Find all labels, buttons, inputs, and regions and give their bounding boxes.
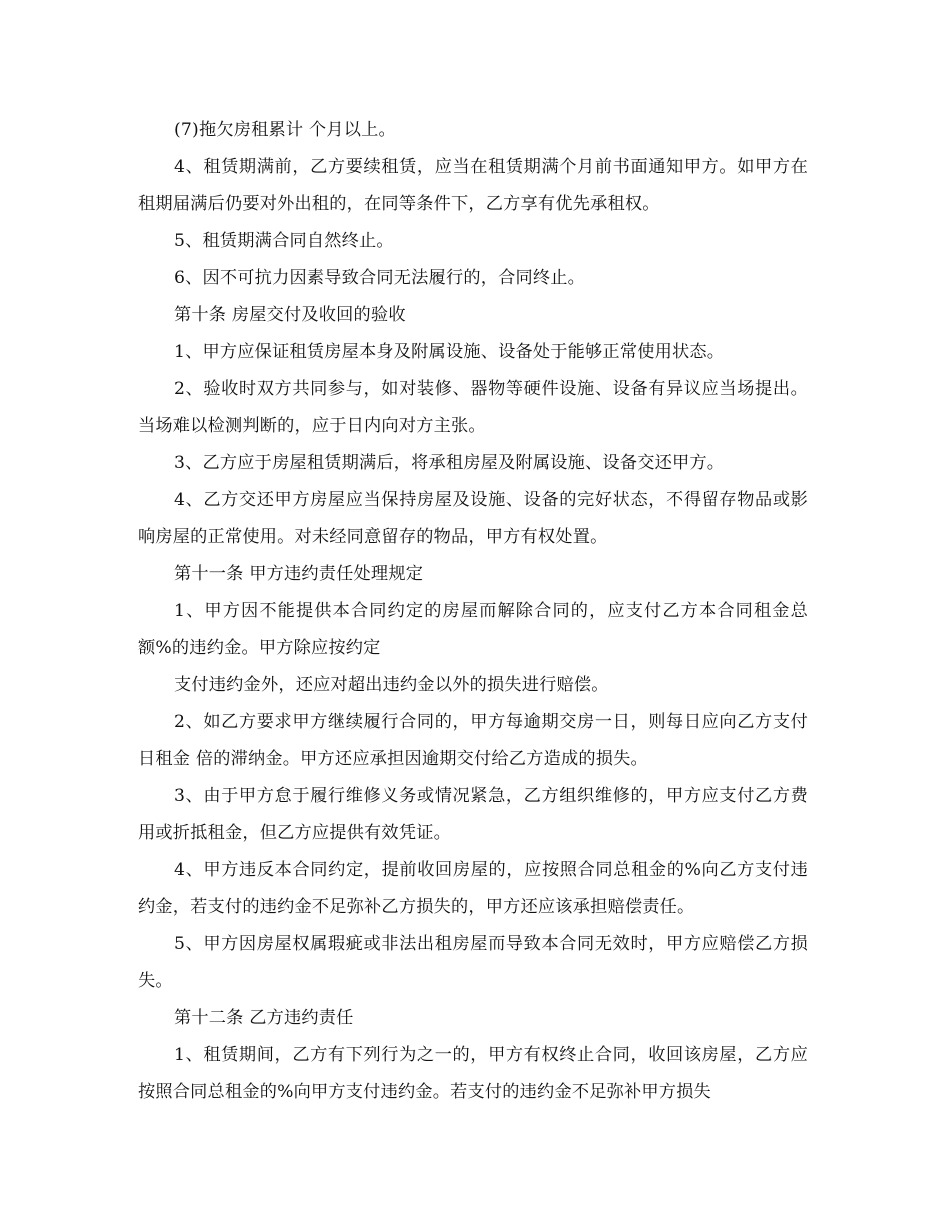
clause-11-1-cont: 支付违约金外，还应对超出违约金以外的损失进行赔偿。: [174, 675, 609, 695]
clause-10-1: 1、甲方应保证租赁房屋本身及附属设施、设备处于能够正常使用状态。: [174, 342, 725, 362]
clause-11-1: 1、甲方因不能提供本合同约定的房屋而解除合同的，应支付乙方本合同租金总额%的违约金。甲方除应按约定: [138, 601, 808, 658]
clause-10-3: 3、乙方应于房屋租赁期满后，将承租房屋及附属设施、设备交还甲方。: [174, 453, 725, 473]
clause-12-1: 1、租赁期间，乙方有下列行为之一的，甲方有权终止合同，收回该房屋，乙方应按照合同总租金的%向甲方支付违约金。若支付的违约金不足弥补甲方损失: [138, 1045, 808, 1102]
document-body: [138, 112, 808, 1111]
clause-10-2: 2、验收时双方共同参与，如对装修、器物等硬件设施、设备有异议应当场提出。当场难以检测判断的，应于日内向对方主张。: [138, 379, 808, 436]
clause-11-4: 4、甲方违反本合同约定，提前收回房屋的，应按照合同总租金的%向乙方支付违约金，若支付的违约金不足弥补乙方损失的，甲方还应该承担赔偿责任。: [138, 860, 808, 917]
clause-force-majeure: 6、因不可抗力因素导致合同无法履行的，合同终止。: [174, 268, 586, 288]
clause-11-2: 2、如乙方要求甲方继续履行合同的，甲方每逾期交房一日，则每日应向乙方支付日租金 倍的滞纳金。甲方还应承担因逾期交付给乙方造成的损失。: [138, 712, 808, 769]
clause-natural-termination: 5、租赁期满合同自然终止。: [174, 231, 394, 251]
clause-10-4: 4、乙方交还甲方房屋应当保持房屋及设施、设备的完好状态，不得留存物品或影响房屋的正常使用。对未经同意留存的物品，甲方有权处置。: [138, 490, 808, 547]
clause-11-5: 5、甲方因房屋权属瑕疵或非法出租房屋而导致本合同无效时，甲方应赔偿乙方损失。: [138, 934, 808, 991]
section-heading-11: 第十一条 甲方违约责任处理规定: [174, 564, 424, 584]
clause-item-7: (7)拖欠房租累计 个月以上。: [174, 120, 396, 140]
clause-renewal: 4、租赁期满前，乙方要续租赁，应当在租赁期满个月前书面通知甲方。如甲方在租期届满后仍要对外出租的，在同等条件下，乙方享有优先承租权。: [138, 157, 808, 214]
section-heading-10: 第十条 房屋交付及收回的验收: [174, 305, 406, 325]
clause-11-3: 3、由于甲方怠于履行维修义务或情况紧急，乙方组织维修的，甲方应支付乙方费用或折抵租金，但乙方应提供有效凭证。: [138, 786, 808, 843]
section-heading-12: 第十二条 乙方违约责任: [174, 1008, 354, 1028]
